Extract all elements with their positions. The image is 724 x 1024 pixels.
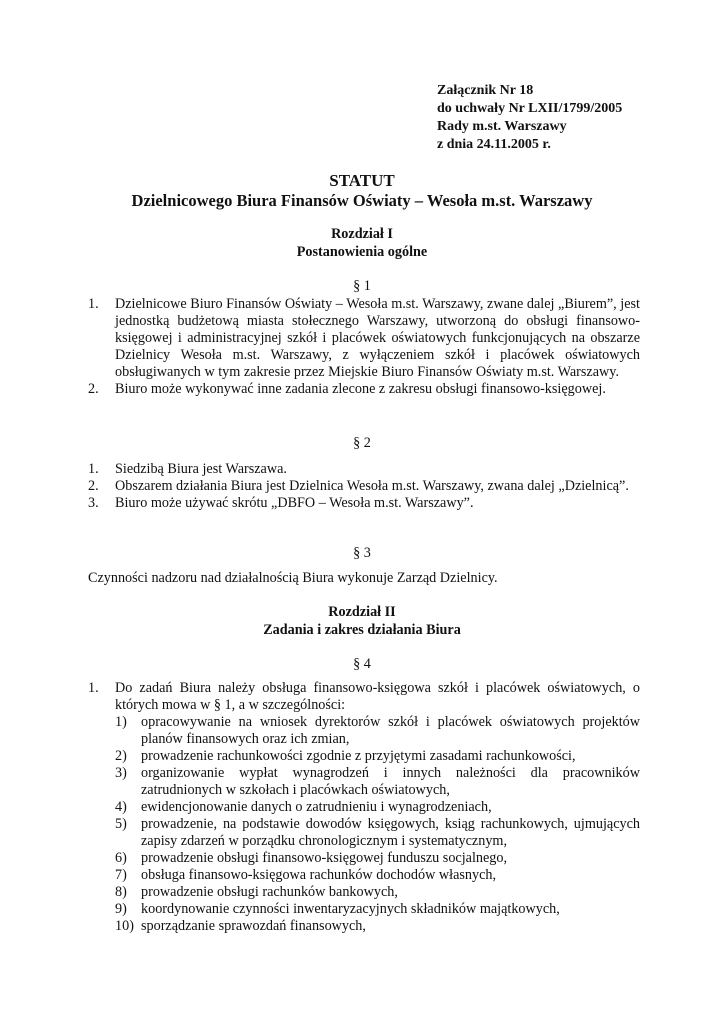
sub-item-number: 10) <box>115 918 134 934</box>
sub-item-number: 4) <box>115 799 127 815</box>
sub-item-text: prowadzenie obsługi finansowo-księgowej funduszu socjalnego, <box>141 850 508 866</box>
sub-item-text: prowadzenie obsługi rachunków bankowych, <box>141 884 398 900</box>
sub-item-text: sporządzanie sprawozdań finansowych, <box>141 918 366 934</box>
list-item <box>88 680 640 935</box>
sub-list-item <box>115 901 640 918</box>
list-item <box>88 461 640 478</box>
sub-item-text: koordynowanie czynności inwentaryzacyjnych składników majątkowych, <box>141 901 560 917</box>
chapter-1-name: Postanowienia ogólne <box>296 244 428 260</box>
paragraph-1-list <box>88 296 640 398</box>
list-item <box>88 296 640 381</box>
list-item <box>88 478 640 495</box>
item-number: 1. <box>88 296 99 312</box>
item-number: 2. <box>88 478 99 494</box>
sub-list-item <box>115 799 640 816</box>
attachment-number: Załącznik Nr 18 <box>437 83 534 98</box>
document-subtitle: Dzielnicowego Biura Finansów Oświaty – Wesoła m.st. Warszawy <box>131 191 593 210</box>
paragraph-4-list <box>88 680 640 935</box>
sub-item-number: 1) <box>115 714 127 730</box>
attachment-note <box>437 82 622 154</box>
sub-list-item <box>115 748 640 765</box>
sub-list-item <box>115 765 640 799</box>
chapter-2-name: Zadania i zakres działania Biura <box>263 622 461 638</box>
sub-item-text: prowadzenie, na podstawie dowodów księgowych, ksiąg rachunkowych, ujmujących zapisy zdarzeń w porządku chronologicznym i systematycznym, <box>141 816 640 849</box>
sub-item-number: 5) <box>115 816 127 832</box>
sub-list-item <box>115 816 640 850</box>
item-text: Siedzibą Biura jest Warszawa. <box>115 461 287 477</box>
sub-item-number: 9) <box>115 901 127 917</box>
list-item <box>88 495 640 512</box>
sub-list-item <box>115 918 640 935</box>
chapter-2-heading: Rozdział II <box>328 604 396 620</box>
sub-list-item <box>115 850 640 867</box>
sub-list-item <box>115 884 640 901</box>
sub-item-text: ewidencjonowanie danych o zatrudnieniu i wynagrodzeniach, <box>141 799 492 815</box>
sub-list-item <box>115 714 640 748</box>
item-number: 3. <box>88 495 99 511</box>
sub-item-text: prowadzenie rachunkowości zgodnie z przyjętymi zasadami rachunkowości, <box>141 748 576 764</box>
item-text: Biuro może używać skrótu „DBFO – Wesoła m.st. Warszawy”. <box>115 495 474 511</box>
paragraph-3-text: Czynności nadzoru nad działalnością Biura wykonuje Zarząd Dzielnicy. <box>88 570 498 586</box>
sub-list-item <box>115 867 640 884</box>
list-item <box>88 381 640 398</box>
sub-item-text: opracowywanie na wniosek dyrektorów szkół i placówek oświatowych projektów planów finansowych oraz ich zmian, <box>141 714 640 747</box>
sub-item-text: organizowanie wypłat wynagrodzeń i innych należności dla pracowników zatrudnionych w szkołach i placówkach oświatowych, <box>141 765 640 798</box>
paragraph-1-mark: § 1 <box>353 278 371 294</box>
item-text: Dzielnicowe Biuro Finansów Oświaty – Wesoła m.st. Warszawy, zwane dalej „Biurem”, jest jednostką budżetową miasta stołecznego Warszawy, utworzoną do obsługi finansowo-księgowej i administracyjnej szkół i placówek oświatowych funkcjonujących na obszarze Dzielnicy Wesoła m.st. Warszawy, z wyłączeniem szkół i placówek oświatowych obsługiwanych w tym zakresie przez Miejskie Biuro Finansów Oświaty m.st. Warszawy. <box>115 296 640 380</box>
item-text: Do zadań Biura należy obsługa finansowo-księgowa szkół i placówek oświatowych, o których mowa w § 1, a w szczególności: <box>115 680 640 713</box>
chapter-1-heading: Rozdział I <box>331 226 393 242</box>
paragraph-3-mark: § 3 <box>353 545 371 561</box>
sub-item-text: obsługa finansowo-księgowa rachunków dochodów własnych, <box>141 867 497 883</box>
item-number: 1. <box>88 680 99 696</box>
paragraph-2-list <box>88 461 640 512</box>
sub-item-number: 8) <box>115 884 127 900</box>
sub-item-number: 7) <box>115 867 127 883</box>
sub-item-number: 3) <box>115 765 127 781</box>
item-number: 1. <box>88 461 99 477</box>
document-title: STATUT <box>329 171 395 190</box>
resolution-number: do uchwały Nr LXII/1799/2005 <box>437 101 623 116</box>
paragraph-4-mark: § 4 <box>353 656 371 672</box>
item-number: 2. <box>88 381 99 397</box>
item-text: Obszarem działania Biura jest Dzielnica Wesoła m.st. Warszawy, zwana dalej „Dzielnicą”. <box>115 478 629 494</box>
item-text: Biuro może wykonywać inne zadania zlecone z zakresu obsługi finansowo-księgowej. <box>115 381 606 397</box>
sub-item-number: 6) <box>115 850 127 866</box>
sub-item-number: 2) <box>115 748 127 764</box>
paragraph-4-sublist <box>115 714 640 935</box>
paragraph-2-mark: § 2 <box>353 435 371 451</box>
resolution-date: z dnia 24.11.2005 r. <box>437 137 551 152</box>
council-name: Rady m.st. Warszawy <box>437 119 567 134</box>
